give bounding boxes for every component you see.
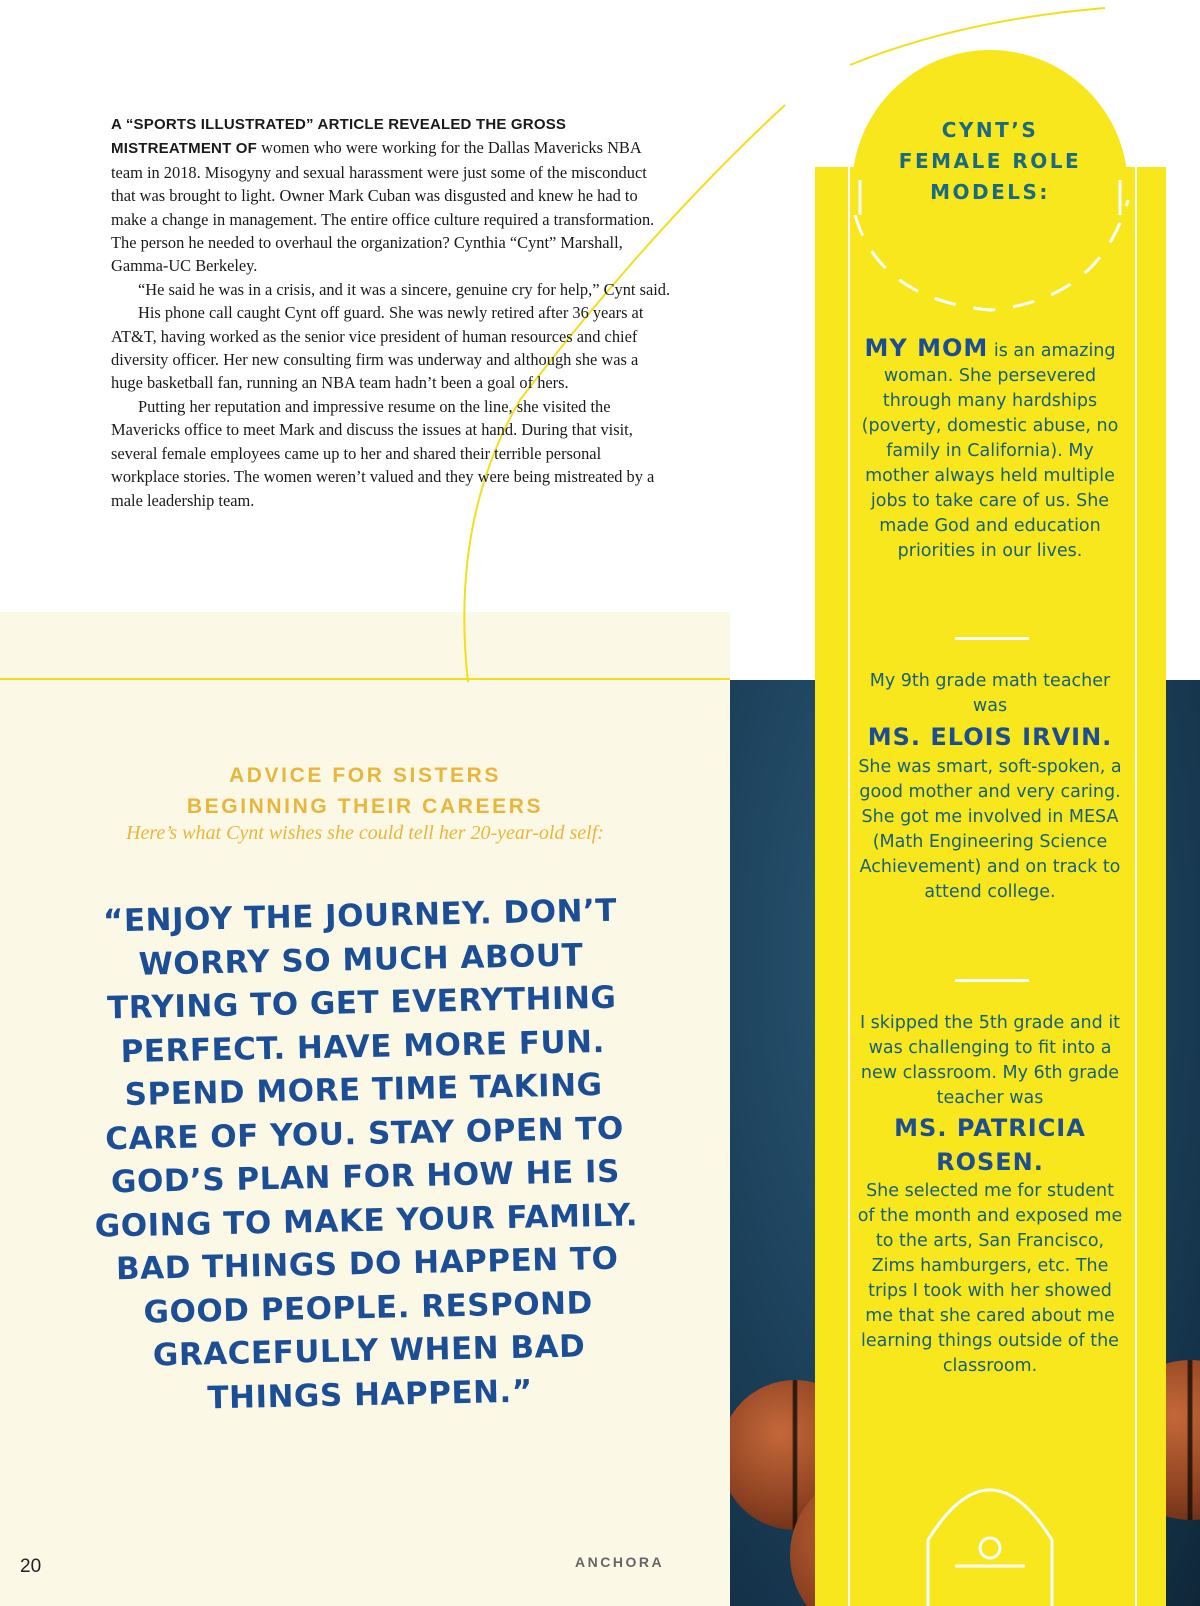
role-model-rosen <box>855 1011 1125 1379</box>
article-lead-in: A “SPORTS ILLUSTRATED” ARTICLE REVEALED THE GROSS MISTREATMENT OF <box>111 116 567 158</box>
role-model-intro: My 9th grade math teacher was <box>869 671 1111 716</box>
advice-heading-line: BEGINNING THEIR CAREERS <box>186 795 544 818</box>
advice-heading <box>150 760 580 822</box>
role-model-text: is an amazing woman. She persevered through many hardships (poverty, domestic abuse, no family in California). My mother always held multiple jobs to take care of us. She made God and education priorities in our lives. <box>861 341 1119 561</box>
role-model-name: MY MOM <box>864 334 989 362</box>
role-model-name: MS. ELOIS IRVIN. <box>867 723 1113 751</box>
article-paragraph: His phone call caught Cynt off guard. She was newly retired after 36 years at AT&T, having worked as the senior vice president of human resources and chief diversity officer. Her new consulting firm was underway and although she was a huge basketball fan, running an NBA team hadn’t been a goal of hers. <box>111 303 644 393</box>
role-model-text: She was smart, soft-spoken, a good mother and very caring. She got me involved in MESA (Math Engineering Science Achievement) and on track to attend college. <box>858 757 1122 902</box>
sidebar-title-line: FEMALE ROLE <box>898 149 1082 173</box>
role-model-irvin <box>855 669 1125 905</box>
role-model-name: MS. PATRICIA ROSEN. <box>894 1114 1086 1176</box>
page-number: 20 <box>20 1556 42 1577</box>
article-paragraph: Putting her reputation and impressive resume on the line, she visited the Mavericks office to meet Mark and discuss the issues at hand. During that visit, several female employees came up to her and shared their terrible personal workplace stories. The women weren’t valued and they were being mistreated by a male leadership team. <box>111 396 655 510</box>
article-paragraph-text: women who were working for the Dallas Mavericks NBA team in 2018. Misogyny and sexual harassment were just some of the misconduct that was brought to light. Owner Mark Cuban was disgusted and knew he had to make a change in management. The entire office culture required a transformation. The person he needed to overhaul the organization? Cynthia “Cynt” Marshall, Gamma-UC Berkeley. <box>111 138 655 276</box>
role-model-text: She selected me for student of the month and exposed me to the arts, San Francisco, Zims hamburgers, etc. The trips I took with her showed me that she cared about me learning things outside of the classroom. <box>857 1181 1123 1376</box>
panel-divider-line <box>0 678 730 680</box>
role-model-mom <box>855 336 1125 564</box>
advice-subheading: Here’s what Cynt wishes she could tell her 20-year-old self: <box>126 822 604 844</box>
magazine-name: ANCHORA <box>575 1554 665 1570</box>
role-model-intro: I skipped the 5th grade and it was challenging to fit into a new classroom. My 6th grade teacher was <box>859 1013 1121 1108</box>
section-divider <box>955 637 1029 640</box>
section-divider <box>955 979 1029 982</box>
sidebar-title <box>860 115 1120 208</box>
article-paragraph <box>111 112 671 278</box>
advice-quote: “ENJOY THE JOURNEY. DON’T WORRY SO MUCH ABOUT TRYING TO GET EVERYTHING PERFECT. HAVE MORE FUN. SPEND MORE TIME TAKING CARE OF YOU. STAY OPEN TO GOD’S PLAN FOR HOW HE IS GOING TO MAKE YOUR FAMILY. BAD THINGS DO HAPPEN TO GOOD PEOPLE. RESPOND GRACEFULLY WHEN BAD THINGS HAPPEN.” <box>94 892 639 1416</box>
sidebar-title-line: MODELS: <box>930 180 1050 204</box>
sidebar-title-line: CYNT’S <box>941 118 1039 142</box>
article-body <box>111 112 671 512</box>
advice-heading-line: ADVICE FOR SISTERS <box>229 764 501 787</box>
article-paragraph: “He said he was in a crisis, and it was a sincere, genuine cry for help,” Cynt said. <box>138 279 671 299</box>
